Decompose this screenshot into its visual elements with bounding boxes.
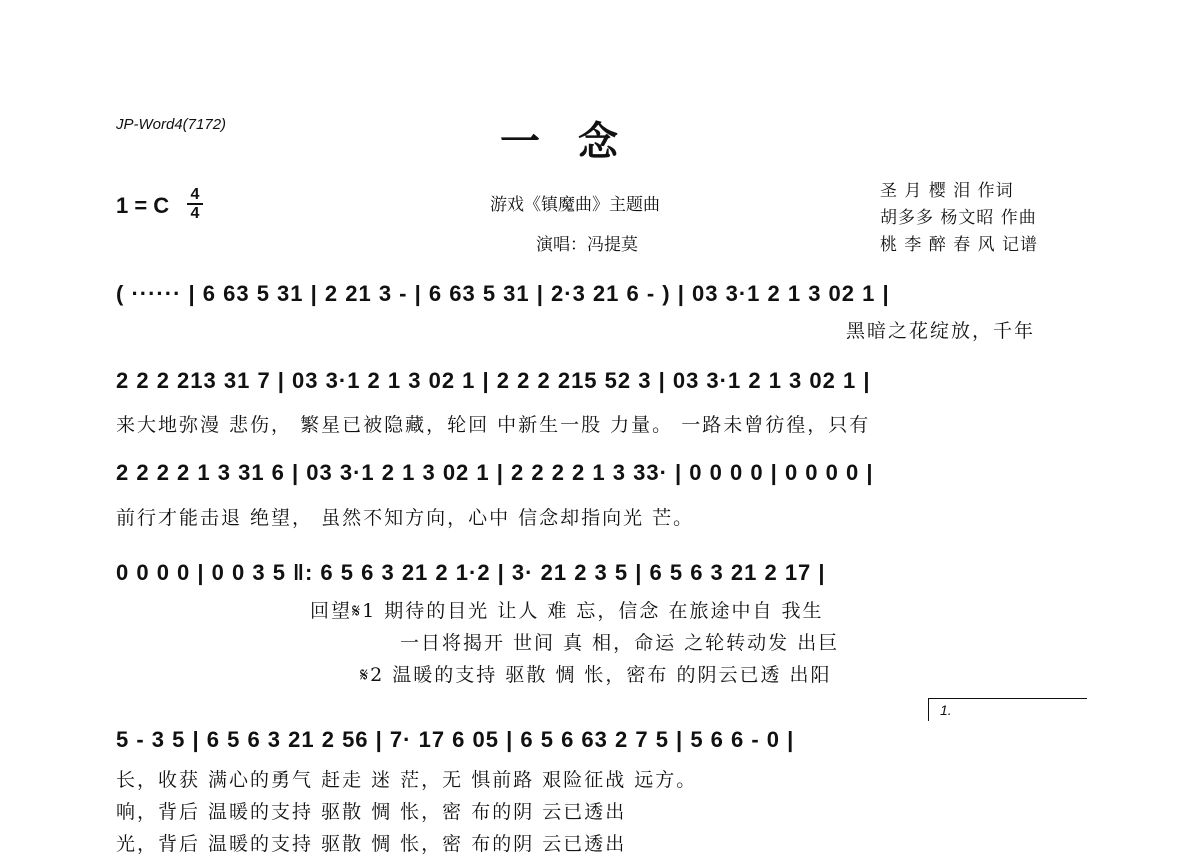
singer-credit: 演唱：冯提莫 (536, 235, 638, 255)
lyricist-credit: 圣 月 樱 泪 作词 (880, 181, 1014, 201)
time-signature (186, 186, 204, 222)
score-line-1-notes: ( ······ | 6 63 5 31 | 2 21 3 - | 6 63 5 31 | 2·3 21 6 - ) | 03 3·1 2 1 3 02 1 | (116, 281, 890, 306)
score-line-5-lyrics-verse-3: 光，背后 温暖的支持 驱散 惆 怅，密 布的阴 云已透出 (116, 833, 627, 855)
key-signature: 1 = C (116, 193, 170, 218)
score-line-5-notes: 5 - 3 5 | 6 5 6 3 21 2 56 | 7· 17 6 05 | 6 5 6 63 2 7 5 | 5 6 6 - 0 | (116, 727, 795, 752)
transcriber-credit: 桃 李 醉 春 风 记谱 (880, 235, 1039, 255)
time-signature-top: 4 (190, 186, 200, 203)
score-line-1-lyrics: 黑暗之花绽放，千年 (846, 320, 1036, 342)
score-line-4-lyrics-verse-3: 𝄋2 温暖的支持 驱散 惆 怅，密布 的阴云已透 出阳 (360, 664, 832, 686)
score-line-3-notes: 2 2 2 2 1 3 31 6 | 03 3·1 2 1 3 02 1 | 2 2 2 2 1 3 33· | 0 0 0 0 | 0 0 0 0 | (116, 460, 874, 485)
score-line-3-lyrics: 前行才能击退 绝望， 虽然不知方向，心中 信念却指向光 芒。 (116, 507, 695, 529)
first-ending-bracket (928, 698, 1087, 721)
score-line-2-notes: 2 2 2 213 31 7 | 03 3·1 2 1 3 02 1 | 2 2 2 215 52 3 | 03 3·1 2 1 3 02 1 | (116, 368, 871, 393)
score-line-5-lyrics-verse-2: 响，背后 温暖的支持 驱散 惆 怅，密 布的阴 云已透出 (116, 801, 627, 823)
score-line-2-lyrics: 来大地弥漫 悲伤， 繁星已被隐藏，轮回 中新生一股 力量。 一路未曾彷徨，只有 (116, 414, 871, 436)
watermark-text: JP-Word4(7172) (116, 116, 227, 133)
score-line-4-lyrics-verse-1: 回望𝄋1 期待的目光 让人 难 忘，信念 在旅途中自 我生 (310, 600, 824, 622)
subtitle: 游戏《镇魔曲》主题曲 (490, 195, 660, 215)
composer-credit: 胡多多 杨文昭 作曲 (880, 208, 1037, 228)
score-line-4-notes: 0 0 0 0 | 0 0 3 5 ‖: 6 5 6 3 21 2 1·2 | 3· 21 2 3 5 | 6 5 6 3 21 2 17 | (116, 560, 826, 585)
first-ending-label: 1. (940, 702, 952, 718)
song-title: 一念 (500, 118, 656, 165)
score-line-5-lyrics-verse-1: 长，收获 满心的勇气 赶走 迷 茫，无 惧前路 艰险征战 远方。 (116, 769, 698, 791)
score-line-4-lyrics-verse-2: 一日将揭开 世间 真 相，命运 之轮转动发 出巨 (400, 632, 840, 654)
time-signature-bottom: 4 (190, 205, 200, 222)
